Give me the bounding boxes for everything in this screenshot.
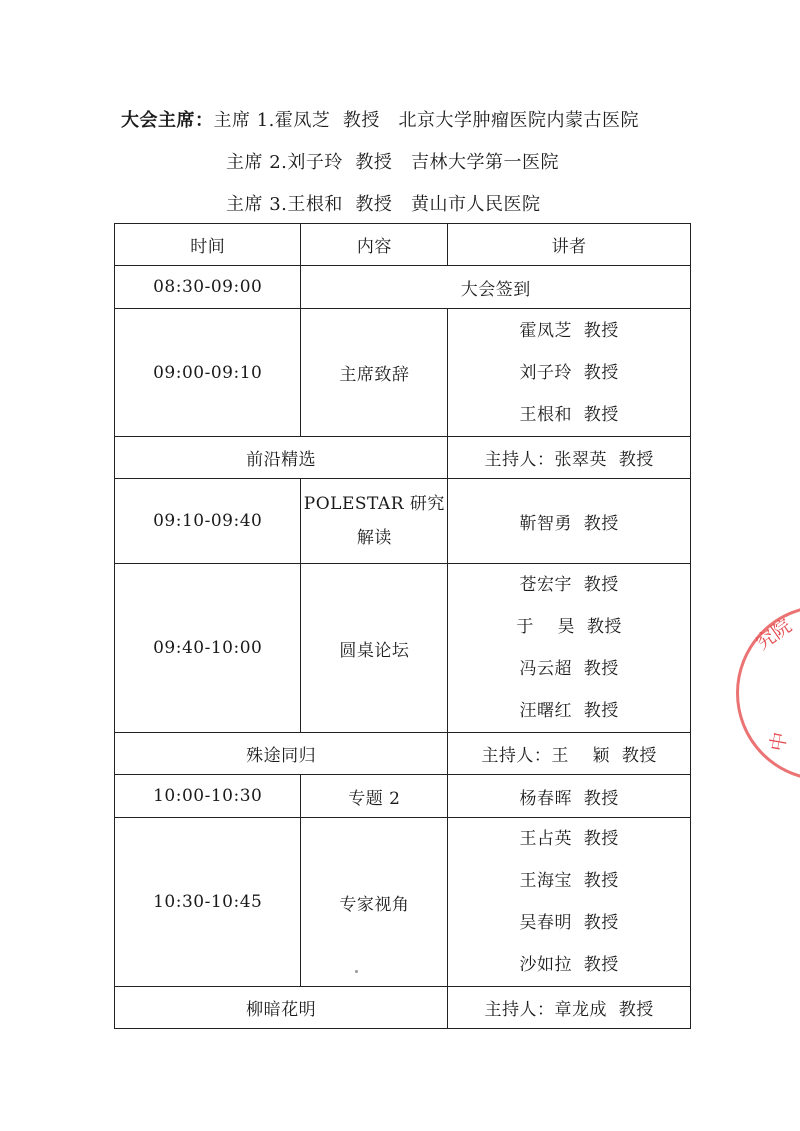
topic2-speaker: 杨春晖 教授 <box>448 775 691 818</box>
section-title: 柳暗花明 <box>115 987 448 1029</box>
speaker-name: 冯云超 教授 <box>519 659 619 679</box>
table-row <box>115 564 691 733</box>
polestar-content-line2: 解读 <box>356 528 392 548</box>
schedule-table <box>114 223 691 1029</box>
table-row <box>115 266 691 309</box>
header-speaker: 讲者 <box>448 224 691 266</box>
speaker-name: 汪曙红 教授 <box>519 701 619 721</box>
speaker-name: 苍宏宇 教授 <box>519 575 619 595</box>
topic2-time: 10:00-10:30 <box>115 775 301 818</box>
scan-speck <box>355 970 358 973</box>
opening-time: 09:00-09:10 <box>115 309 301 437</box>
seal-text-bottom: 中 <box>766 730 792 754</box>
table-row <box>115 479 691 564</box>
speaker-name: 王海宝 教授 <box>519 871 619 891</box>
speaker-name: 王根和 教授 <box>519 404 619 425</box>
expert-speakers <box>448 818 691 987</box>
chairs-label: 大会主席： <box>121 110 214 131</box>
opening-content: 主席致辞 <box>301 309 448 437</box>
table-row <box>115 818 691 987</box>
polestar-speaker: 靳智勇 教授 <box>448 479 691 564</box>
table-row <box>115 775 691 818</box>
polestar-content <box>301 479 448 564</box>
checkin-time: 08:30-09:00 <box>115 266 301 309</box>
header-content: 内容 <box>301 224 448 266</box>
section-row <box>115 733 691 775</box>
table-row <box>115 309 691 437</box>
header-time: 时间 <box>115 224 301 266</box>
chair-line-1 <box>121 106 639 132</box>
expert-time: 10:30-10:45 <box>115 818 301 987</box>
speaker-name: 吴春明 教授 <box>519 913 619 933</box>
speaker-name: 霍凤芝 教授 <box>519 320 619 341</box>
expert-content: 专家视角 <box>301 818 448 987</box>
chair-line-2 <box>226 148 559 174</box>
speaker-name: 沙如拉 教授 <box>519 955 619 975</box>
section-host: 主持人：王 颖 教授 <box>448 733 691 775</box>
polestar-time: 09:10-09:40 <box>115 479 301 564</box>
seal-text-top: 究院 <box>751 614 796 655</box>
header-row <box>115 224 691 266</box>
section-row <box>115 437 691 479</box>
section-host: 主持人：张翠英 教授 <box>448 437 691 479</box>
section-row <box>115 987 691 1029</box>
chair-2-text: 主席 2.刘子玲 教授 吉林大学第一医院 <box>226 152 560 173</box>
section-title: 殊途同归 <box>115 733 448 775</box>
opening-speakers <box>448 309 691 437</box>
checkin-content: 大会签到 <box>301 266 691 309</box>
speaker-name: 于 昊 教授 <box>516 617 622 637</box>
section-title: 前沿精选 <box>115 437 448 479</box>
section-host: 主持人：章龙成 教授 <box>448 987 691 1029</box>
chair-3-text: 主席 3.王根和 教授 黄山市人民医院 <box>226 194 541 215</box>
roundtable-content: 圆桌论坛 <box>301 564 448 733</box>
polestar-content-line1: POLESTAR 研究 <box>303 494 445 514</box>
roundtable-speakers <box>448 564 691 733</box>
speaker-name: 王占英 教授 <box>519 829 619 849</box>
chair-1-text: 主席 1.霍凤芝 教授 北京大学肿瘤医院内蒙古医院 <box>213 110 640 131</box>
topic2-content: 专题 2 <box>301 775 448 818</box>
roundtable-time: 09:40-10:00 <box>115 564 301 733</box>
chair-line-3 <box>226 190 541 216</box>
speaker-name: 刘子玲 教授 <box>519 362 619 383</box>
